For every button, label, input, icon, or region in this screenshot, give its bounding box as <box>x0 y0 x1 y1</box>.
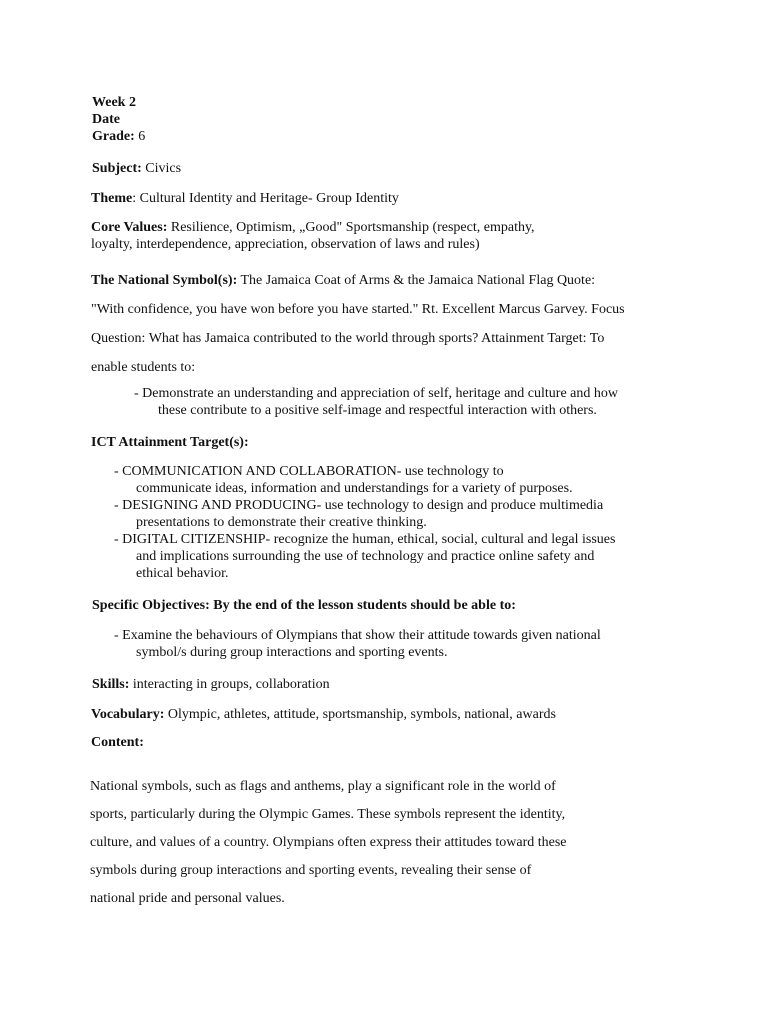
objectives-heading: Specific Objectives: By the end of the lesson students should be able to: <box>92 598 516 613</box>
core-values-line-1: Core Values: Resilience, Optimism, „Good" Sportsmanship (respect, empathy, <box>91 220 535 235</box>
objectives-bullet <box>114 627 601 661</box>
content-line: symbols during group interactions and sporting events, revealing their sense of <box>90 863 532 878</box>
attainment-bullet <box>134 385 618 419</box>
content-paragraph <box>90 773 567 913</box>
national-symbols-line-2: "With confidence, you have won before you have started." Rt. Excellent Marcus Garvey. Focus <box>91 302 625 317</box>
vocabulary-value: Olympic, athletes, attitude, sportsmanship, symbols, national, awards <box>164 707 556 722</box>
subject-value: Civics <box>141 161 182 176</box>
ict-list <box>114 463 615 582</box>
attainment-bullet-line-1: - Demonstrate an understanding and appreciation of self, heritage and culture and how <box>134 386 618 401</box>
core-values-line-2: loyalty, interdependence, appreciation, observation of laws and rules) <box>91 237 480 252</box>
ict-item <box>114 497 615 531</box>
skills-value: interacting in groups, collaboration <box>129 677 330 692</box>
ict-item-line-3: ethical behavior. <box>136 566 229 581</box>
content-heading: Content: <box>91 735 144 750</box>
ict-item-line-1: - DIGITAL CITIZENSHIP- recognize the human, ethical, social, cultural and legal issues <box>114 532 616 547</box>
content-line: culture, and values of a country. Olympians often express their attitudes toward these <box>90 835 567 850</box>
vocabulary-line <box>91 706 556 723</box>
ict-item <box>114 531 615 582</box>
ict-item <box>114 463 615 497</box>
grade-label: Grade: <box>92 129 135 144</box>
theme-value: : Cultural Identity and Heritage- Group Identity <box>132 191 399 206</box>
theme-label: Theme <box>91 191 133 206</box>
ict-item-line-1: - COMMUNICATION AND COLLABORATION- use technology to <box>114 464 504 479</box>
ict-item-line-2: communicate ideas, information and understandings for a variety of purposes. <box>136 481 573 496</box>
national-symbols-line-4: enable students to: <box>91 360 196 375</box>
objectives-bullet-line-2: symbol/s during group interactions and sporting events. <box>136 645 448 660</box>
theme-line <box>91 190 399 207</box>
grade-value: 6 <box>134 129 146 144</box>
skills-label: Skills: <box>92 677 130 692</box>
national-symbols-line-3: Question: What has Jamaica contributed to the world through sports? Attainment Target: To <box>91 331 605 346</box>
grade-line <box>92 128 145 145</box>
national-symbols-block <box>91 266 625 382</box>
ict-heading: ICT Attainment Target(s): <box>91 435 249 450</box>
national-symbols-label: The National Symbol(s): <box>91 273 238 288</box>
content-line: National symbols, such as flags and anthems, play a significant role in the world of <box>90 779 556 794</box>
header-block <box>92 94 145 145</box>
content-line: sports, particularly during the Olympic Games. These symbols represent the identity, <box>90 807 566 822</box>
national-symbols-line-1: The National Symbol(s): The Jamaica Coat of Arms & the Jamaica National Flag Quote: <box>91 273 596 288</box>
ict-item-line-2: and implications surrounding the use of technology and practice online safety and <box>136 549 595 564</box>
core-values-label: Core Values: <box>91 220 168 235</box>
objectives-bullet-line-1: - Examine the behaviours of Olympians that show their attitude towards given national <box>114 628 601 643</box>
content-line: national pride and personal values. <box>90 891 285 906</box>
ict-item-line-2: presentations to demonstrate their creative thinking. <box>136 515 427 530</box>
subject-line <box>92 160 181 177</box>
ict-item-line-1: - DESIGNING AND PRODUCING- use technology to design and produce multimedia <box>114 498 604 513</box>
vocabulary-label: Vocabulary: <box>91 707 165 722</box>
skills-line <box>92 676 330 693</box>
core-values-block <box>91 219 535 253</box>
week-label: Week 2 <box>92 95 136 110</box>
attainment-bullet-line-2: these contribute to a positive self-image and respectful interaction with others. <box>158 403 597 418</box>
date-label: Date <box>92 112 120 127</box>
subject-label: Subject: <box>92 161 142 176</box>
